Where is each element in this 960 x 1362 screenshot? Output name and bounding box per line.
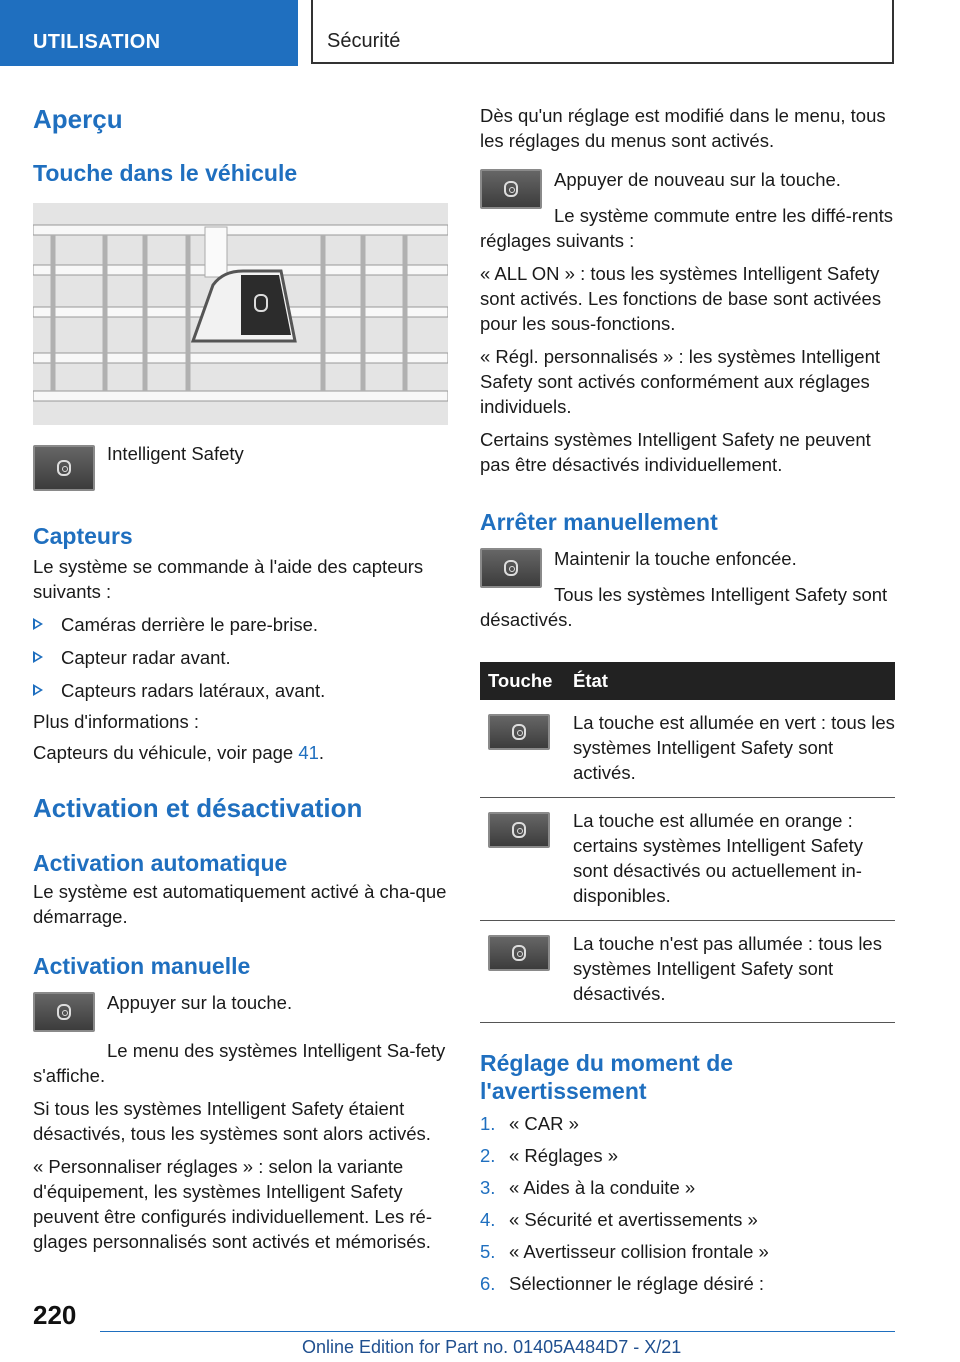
table-header <box>480 662 895 700</box>
list-item: Capteurs radars latéraux, avant. <box>33 678 448 703</box>
list-item: 6. Sélectionner le réglage désiré : <box>480 1273 765 1294</box>
button-green-icon <box>488 714 550 750</box>
manual-press: Appuyer sur la touche. <box>107 992 293 1013</box>
triangle-bullet-icon <box>33 651 43 663</box>
footer-divider <box>100 1331 895 1332</box>
steps-list <box>480 1111 895 1296</box>
grille-illustration <box>33 203 448 425</box>
heading-warning-time: Réglage du moment de l'avertissement <box>480 1050 734 1104</box>
subtitle-touche: Touche dans le véhicule <box>33 160 298 186</box>
manual-row <box>33 990 448 1032</box>
manual-menu: Le menu des systèmes Intelligent Sa-fety s'affiche. <box>33 1040 446 1086</box>
intelligent-safety-button-icon <box>33 992 95 1032</box>
button-orange-icon <box>488 812 550 848</box>
switch-text: Le système commute entre les diffé-rents réglages suivants : <box>480 205 893 251</box>
intelligent-safety-button-icon <box>480 548 542 588</box>
custom-text: « Régl. personnalisés » : les systèmes Intelligent Safety sont activés conformément aux réglages individuels. <box>480 346 881 417</box>
left-column <box>33 100 448 1254</box>
list-item: Capteur radar avant. <box>33 645 448 670</box>
heading-stop: Arrêter manuellement <box>480 509 718 535</box>
chapter-tab <box>311 0 894 64</box>
page-number: 220 <box>33 1300 77 1330</box>
more-info: Plus d'informations : <box>33 711 199 732</box>
sensors-intro: Le système se commande à l'aide des capteurs suivants : <box>33 556 424 602</box>
press-again: Appuyer de nouveau sur la touche. <box>554 169 841 190</box>
page-link[interactable]: 41 <box>298 742 319 763</box>
chapter-title: Sécurité <box>327 30 401 52</box>
some-text: Certains systèmes Intelligent Safety ne peuvent pas être désactivés individuellement. <box>480 429 871 475</box>
intelligent-safety-button-icon <box>33 445 95 491</box>
edition-text: Online Edition for Part no. 01405A484D7 - X/21 <box>302 1337 682 1357</box>
list-item: 2. « Réglages » <box>480 1145 619 1166</box>
manual-p1: Si tous les systèmes Intelligent Safety étaient désactivés, tous les systèmes sont alors activés. <box>33 1098 431 1144</box>
stop-all: Tous les systèmes Intelligent Safety sont désactivés. <box>480 584 888 630</box>
triangle-bullet-icon <box>33 618 43 630</box>
col-header-etat: État <box>573 670 608 691</box>
see-page: Capteurs du véhicule, voir page 41. <box>33 742 325 763</box>
triangle-bullet-icon <box>33 684 43 696</box>
status-table <box>480 662 895 1023</box>
list-item: 4. « Sécurité et avertissements » <box>480 1209 758 1230</box>
vehicle-grille-image <box>33 203 448 425</box>
list-item: 3. « Aides à la conduite » <box>480 1177 696 1198</box>
heading-manual: Activation manuelle <box>33 953 251 979</box>
sensors-list <box>33 612 448 703</box>
all-on-text: « ALL ON » : tous les systèmes Intelligent Safety sont activés. Les fonctions de base sont activées pour les sous-fonctions. <box>480 263 882 334</box>
list-item: 5. « Avertisseur collision frontale » <box>480 1241 769 1262</box>
section-tab <box>0 0 298 66</box>
table-row: La touche est allumée en vert : tous les systèmes Intelligent Safety sont activés. <box>480 700 895 798</box>
right-p1: Dès qu'un réglage est modifié dans le menu, tous les réglages du menus sont activés. <box>480 105 886 151</box>
auto-text: Le système est automatiquement activé à cha-que démarrage. <box>33 881 447 927</box>
heading-capteurs: Capteurs <box>33 523 133 549</box>
stop-hold: Maintenir la touche enfoncée. <box>554 548 797 569</box>
table-row: La touche est allumée en orange : certains systèmes Intelligent Safety sont désactivés ou actuellement in-disponibles. <box>480 798 895 921</box>
heading-activation: Activation et désactivation <box>33 793 363 823</box>
list-item: Caméras derrière le pare-brise. <box>33 612 448 637</box>
col-header-touche: Touche <box>488 670 553 691</box>
title-apercu: Aperçu <box>33 104 123 134</box>
manual-p2: « Personnaliser réglages » : selon la variante d'équipement, les systèmes Intelligent Safety peuvent être configurés individuellement. Les ré-glages personnalisés sont activés et mémorisés. <box>33 1156 433 1252</box>
right-column <box>480 100 895 1303</box>
button-legend-text: Intelligent Safety <box>107 443 244 464</box>
button-off-icon <box>488 935 550 971</box>
section-title: UTILISATION <box>33 31 161 53</box>
heading-auto: Activation automatique <box>33 850 288 876</box>
button-legend <box>33 443 448 491</box>
table-row: La touche n'est pas allumée : tous les systèmes Intelligent Safety sont désactivés. <box>480 921 895 1023</box>
list-item: 1. « CAR » <box>480 1113 579 1134</box>
intelligent-safety-button-icon <box>480 169 542 209</box>
